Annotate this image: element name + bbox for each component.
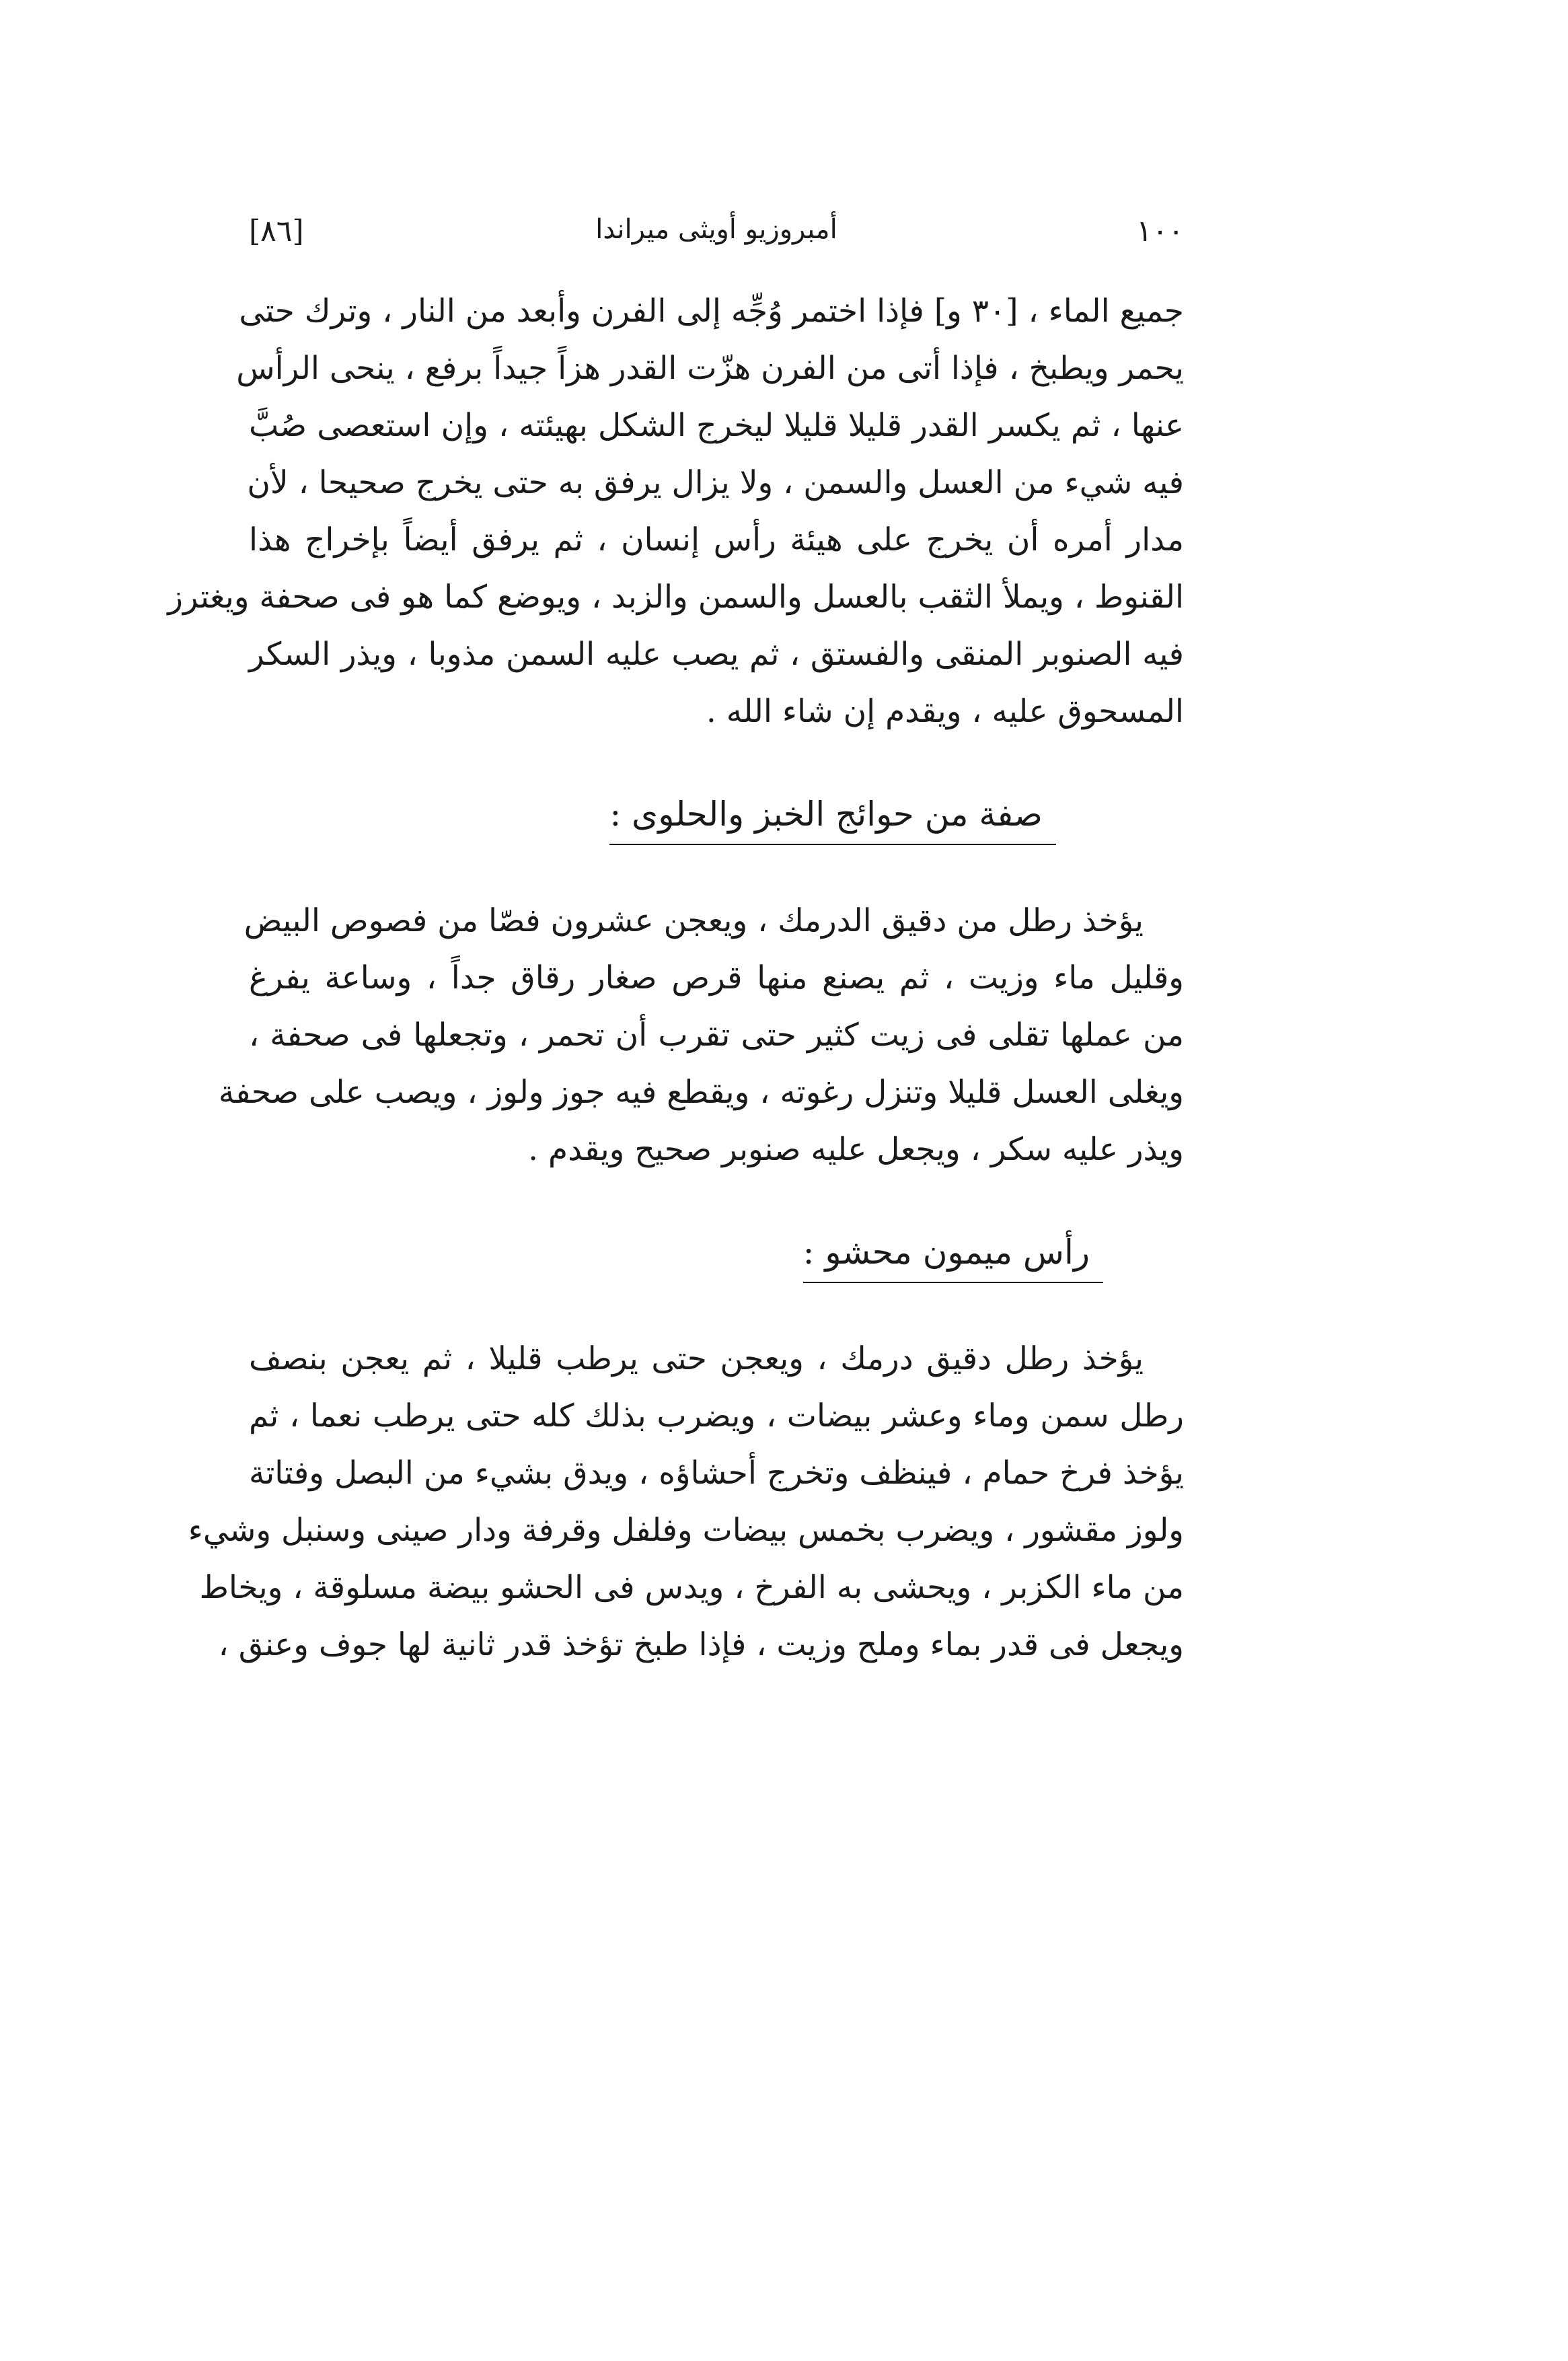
text-line: يؤخذ رطل دقيق درمك ، ويعجن حتى يرطب قليلا ، ثم يعجن بنصف [249, 1340, 1144, 1377]
text-line: ويذر عليه سكر ، ويجعل عليه صنوبر صحيح ويقدم . [528, 1131, 1184, 1168]
text-line: من ماء الكزبر ، ويحشى به الفرخ ، ويدس فى الحشو بيضة مسلوقة ، ويخاط [199, 1569, 1184, 1606]
text-line: يحمر ويطبخ ، فإذا أتى من الفرن هزّت القدر هزاً جيداً برفع ، ينحى الرأس [236, 350, 1184, 387]
text-line: ويغلى العسل قليلا وتنزل رغوته ، ويقطع فيه جوز ولوز ، ويصب على صحفة [218, 1074, 1184, 1111]
text-line: من عملها تقلى فى زيت كثير حتى تقرب أن تحمر ، وتجعلها فى صحفة ، [249, 1017, 1184, 1054]
text-line: جميع الماء ، [٣٠ و] فإذا اختمر وُجِّه إلى الفرن وأبعد من النار ، وترك حتى [239, 293, 1184, 330]
text-line: يؤخذ رطل من دقيق الدرمك ، ويعجن عشرون فصّا من فصوص البيض [244, 902, 1144, 939]
text-line: المسحوق عليه ، ويقدم إن شاء الله . [706, 693, 1184, 730]
section-heading-2 [249, 1225, 1184, 1283]
section-title: رأس ميمون محشو : [803, 1225, 1103, 1283]
text-line: رطل سمن وماء وعشر بيضات ، ويضرب بذلك كله حتى يرطب نعما ، ثم [249, 1397, 1184, 1434]
text-line: فيه شيء من العسل والسمن ، ولا يزال يرفق به حتى يخرج صحيحا ، لأن [247, 464, 1184, 501]
text-line: القنوط ، ويملأ الثقب بالعسل والسمن والزبد ، ويوضع كما هو فى صحفة ويغترز [167, 579, 1184, 616]
text-line: فيه الصنوبر المنقى والفستق ، ثم يصب عليه السمن مذوبا ، ويذر السكر [249, 636, 1184, 673]
page-header [249, 214, 1184, 268]
section-paragraph-1 [218, 892, 1184, 1178]
section-heading-1 [249, 787, 1184, 845]
page-number: ١٠٠ [1136, 214, 1184, 248]
text-line: مدار أمره أن يخرج على هيئة رأس إنسان ، ثم يرفق أيضاً بإخراج هذا [249, 521, 1184, 558]
folio-marker: [٨٦] [249, 214, 304, 248]
text-line: وقليل ماء وزيت ، ثم يصنع منها قرص صغار رقاق جداً ، وساعة يفرغ [249, 959, 1184, 996]
text-line: ويجعل فى قدر بماء وملح وزيت ، فإذا طبخ تؤخذ قدر ثانية لها جوف وعنق ، [218, 1626, 1184, 1663]
text-line: يؤخذ فرخ حمام ، فينظف وتخرج أحشاؤه ، ويدق بشيء من البصل وفتاتة [249, 1455, 1184, 1492]
text-line: عنها ، ثم يكسر القدر قليلا قليلا ليخرج الشكل بهيئته ، وإن استعصى صُبَّ [249, 407, 1184, 444]
running-title: أمبروزيو أويثى ميراندا [595, 214, 837, 245]
text-line: ولوز مقشور ، ويضرب بخمس بيضات وفلفل وقرفة ودار صينى وسنبل وشيء [188, 1512, 1184, 1549]
page-body [167, 283, 1184, 1673]
paragraph-continued [167, 283, 1184, 740]
section-paragraph-2 [188, 1330, 1184, 1673]
section-title: صفة من حوائج الخبز والحلوى : [609, 787, 1056, 845]
